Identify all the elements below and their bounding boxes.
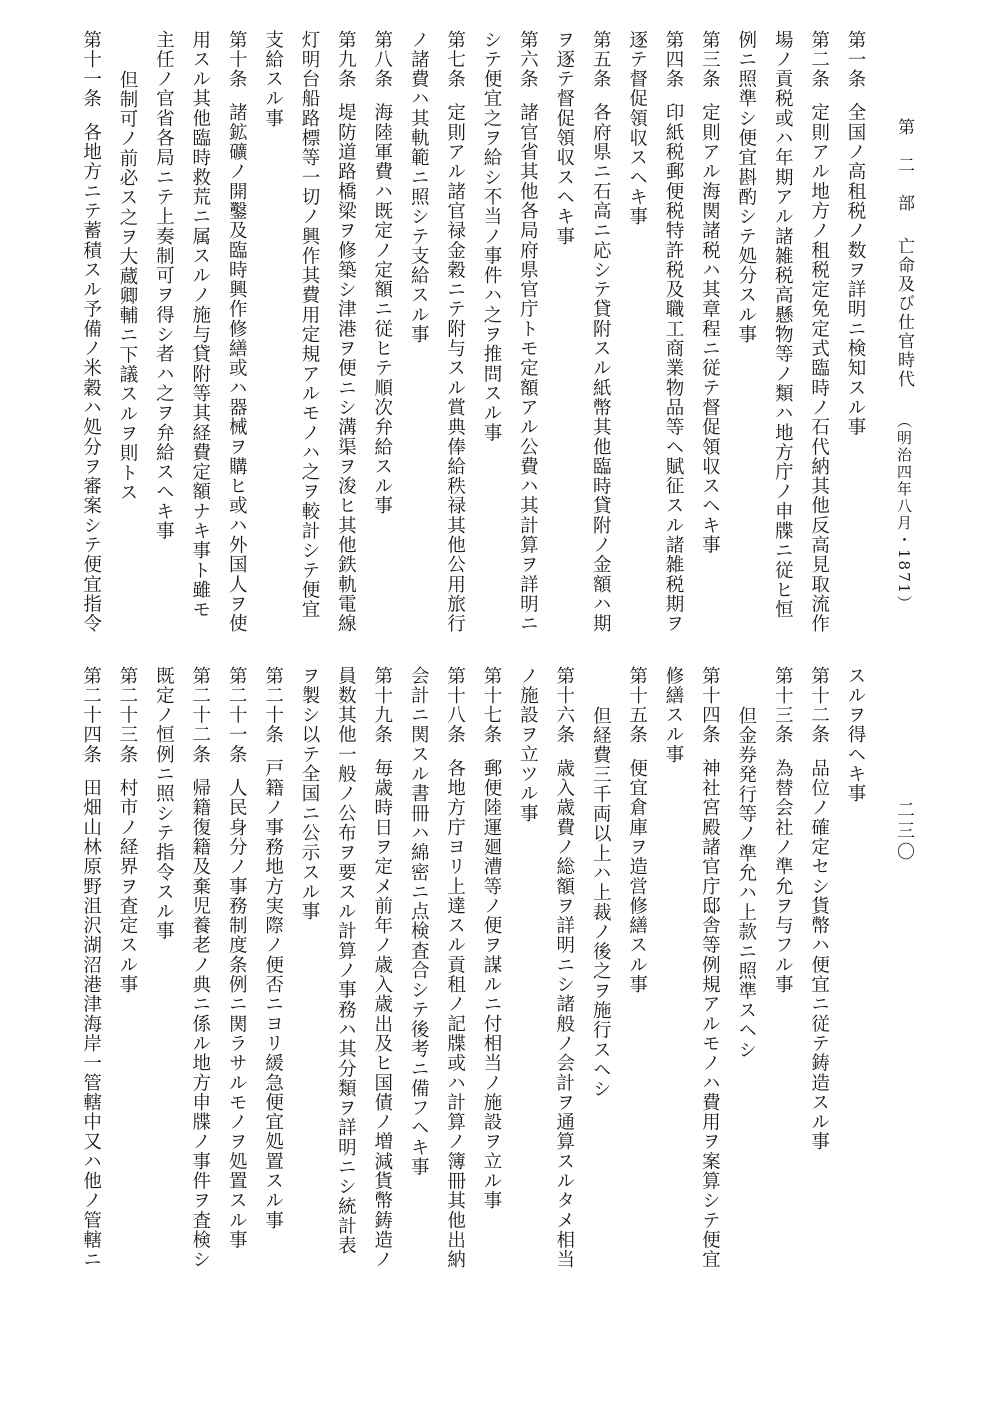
article-number: 第五条 [590,30,612,89]
article-text: 会計ニ関スル書冊ハ綿密ニ点検査合シテ後考ニ備フヘキ事 [408,666,430,1177]
article-text: 堤防道路橋梁ヲ修築シ津港ヲ便ニシ溝渠ヲ浚ヒ其他鉄軌電線 [335,102,357,634]
article-number: 第二十二条 [189,666,211,765]
article-number: 第十七条 [481,666,502,745]
article-text: 既定ノ恒例ニ照シテ指令スル事 [153,666,175,942]
article-text: 神社宮殿諸官庁邸舎等例規アルモノハ費用ヲ案算シテ便宜 [699,758,721,1270]
article-text: 村市ノ経界ヲ査定スル事 [117,778,138,995]
article-number: 第十五条 [626,666,648,745]
article-number: 第二十条 [262,666,284,745]
article-text: 修繕スル事 [663,666,684,765]
article-number: 第七条 [444,30,466,89]
article-continuation [473,30,509,443]
article-text: シテ便宜之ヲ給シ不当ノ事件ハ之ヲ推問スル事 [481,30,502,443]
article-line [327,30,363,634]
article-continuation [291,30,327,620]
article-text: 諸官省其他各局府県官庁トモ定額アル公費ハ其計算ヲ詳明ニ [517,102,539,634]
article-text: 便宜倉庫ヲ造営修繕スル事 [626,758,648,995]
article-continuation [728,666,764,1060]
article-number: 第十八条 [444,666,466,745]
article-text: 但経費三千両以上ハ上裁ノ後之ヲ施行スヘシ [590,706,612,1099]
article-text: ヲ逐テ督促領収スヘキ事 [553,30,575,247]
article-line [218,666,254,1250]
article-text: 為替会社ノ準允ヲ与フル事 [772,758,794,995]
article-text: 主任ノ官省各局ニテ上奏制可ヲ得シ者ハ之ヲ弁給スヘキ事 [153,30,175,541]
article-number: 第八条 [371,30,393,89]
article-text: スルヲ得ヘキ事 [845,666,866,804]
article-text: 員数其他一般ノ公布ヲ要スル計算ノ事務ハ其分類ヲ詳明ニシ統計表 [335,666,357,1256]
article-continuation [145,30,181,541]
article-line [182,666,218,1270]
article-text: 田畑山林原野沮沢湖沼港津海岸一管轄中又ハ他ノ管轄ニ [80,778,102,1270]
article-line [801,666,837,1152]
article-text: 定則アル海関諸税ハ其章程ニ従テ督促領収スヘキ事 [699,102,721,555]
article-line [655,30,691,634]
article-text: 人民身分ノ事務制度条例ニ関ラサルモノヲ処置スル事 [226,778,248,1250]
article-continuation [728,30,764,344]
article-text: 海陸軍費ハ既定ノ定額ニ従ヒテ順次弁給スル事 [371,102,393,516]
article-continuation [837,666,873,804]
article-number: 第九条 [335,30,357,89]
article-text: 例ニ照準シ便宜斟酌シテ処分スル事 [735,30,757,345]
article-line [73,30,109,634]
article-line [255,666,291,1230]
article-text: 帰籍復籍及棄児養老ノ典ニ係ル地方申牒ノ事件ヲ査検シ [189,778,211,1270]
article-text: 各地方庁ヨリ上達スル貢租ノ記牒或ハ計算ノ簿冊其他出納 [444,758,466,1270]
article-line [218,30,254,634]
article-text: 定則アル地方ノ租税定免定式臨時ノ石代納其他反高見取流作 [808,102,830,634]
article-number: 第十九条 [371,666,393,745]
article-number: 第十一条 [80,30,102,109]
article-line [364,30,400,516]
article-continuation [764,30,800,620]
article-continuation [145,666,181,941]
article-number: 第一条 [845,30,866,89]
article-text: 但制可ノ前必ス之ヲ大蔵卿輔ニ下議スルヲ則トス [117,70,138,503]
article-continuation [109,30,145,502]
article-continuation [255,30,291,128]
article-line [509,30,545,634]
article-number: 第十条 [226,30,248,89]
article-text: 定則アル諸官禄金穀ニテ附与スル賞典俸給秩禄其他公用旅行 [444,102,466,634]
article-number: 第二十一条 [226,666,248,765]
article-text: 品位ノ確定セシ貨幣ハ便宜ニ従テ鋳造スル事 [808,758,830,1152]
article-continuation [655,666,691,764]
article-line [437,666,473,1270]
article-line [546,666,582,1270]
article-line [73,666,109,1270]
article-text: 逐テ督促領収スヘキ事 [626,30,648,227]
article-number: 第十六条 [553,666,575,745]
article-line [473,666,509,1211]
article-line [619,666,655,994]
article-continuation [400,666,436,1177]
article-line [437,30,473,634]
article-number: 第十三条 [772,666,794,745]
article-line [837,30,873,437]
article-text: 郵便陸運廻漕等ノ便ヲ謀ルニ付相当ノ施設ヲ立ル事 [481,758,502,1211]
article-line [691,666,727,1270]
article-number: 第十二条 [808,666,830,745]
article-text: 用スル其他臨時救荒ニ属スルノ施与貸附等其経費定額ナキ事ト雖モ [189,30,211,620]
article-line [801,30,837,634]
article-text: 戸籍ノ事務地方実際ノ便否ニヨリ緩急便宜処置スル事 [262,758,284,1231]
article-line [764,666,800,994]
page-number: 二三〇 [894,800,915,863]
header-part: 第 二 部 [894,118,914,213]
article-number: 第六条 [517,30,539,89]
article-continuation [509,666,545,823]
article-text: 各地方ニテ蓄積スル予備ノ米穀ハ処分ヲ審案シテ便宜指令 [80,122,102,634]
running-header [888,118,920,612]
article-line [364,666,400,1270]
article-number: 第二十四条 [80,666,102,765]
article-text: 各府県ニ石高ニ応シテ貸附スル紙幣其他臨時貸附ノ金額ハ期 [590,102,612,634]
article-line [582,30,618,634]
article-text: 支給スル事 [262,30,284,129]
article-text: ヲ製シ以テ全国ニ公示スル事 [299,666,320,922]
article-text: 灯明台船路標等一切ノ興作其費用定規アルモノハ之ヲ較計シテ便宜 [299,30,320,620]
article-continuation [400,30,436,344]
article-text: 毎歳時日ヲ定メ前年ノ歳入歳出及ヒ国債ノ増減貨幣鋳造ノ [371,758,393,1270]
article-continuation [546,30,582,246]
article-line [109,666,145,994]
article-line [691,30,727,555]
article-continuation [619,30,655,227]
article-text: 但金券発行等ノ準允ハ上款ニ照準スヘシ [735,706,757,1060]
article-text: 諸鉱礦ノ開鑿及臨時興作修繕或ハ器械ヲ購ヒ或ハ外国人ヲ使 [226,102,248,634]
article-continuation [182,30,218,620]
article-number: 第三条 [699,30,721,89]
article-number: 第二十三条 [117,666,138,765]
article-continuation [582,666,618,1099]
article-number: 第二条 [808,30,830,89]
article-text: 全国ノ高租税ノ数ヲ詳明ニ検知スル事 [845,102,866,438]
article-text: 印紙税郵便税特許税及職工商業物品等ヘ賦征スル諸雑税期ヲ [663,102,684,634]
article-text: ノ施設ヲ立ツル事 [517,666,539,824]
article-text: ノ諸費ハ其軌範ニ照シテ支給スル事 [408,30,430,345]
article-number: 第十四条 [699,666,721,745]
article-continuation [291,666,327,921]
article-number: 第四条 [663,30,684,89]
article-text: 場ノ貢税或ハ年期アル諸雑税高懸物等ノ類ハ地方庁ノ申牒ニ従ヒ恒 [772,30,794,620]
header-date: （明治四年八月・1871） [895,413,913,613]
article-text: 歳入歳費ノ総額ヲ詳明ニシ諸般ノ会計ヲ通算スルタメ相当 [553,758,575,1270]
header-era: 亡命及び仕官時代 [894,237,914,389]
article-continuation [327,666,363,1256]
